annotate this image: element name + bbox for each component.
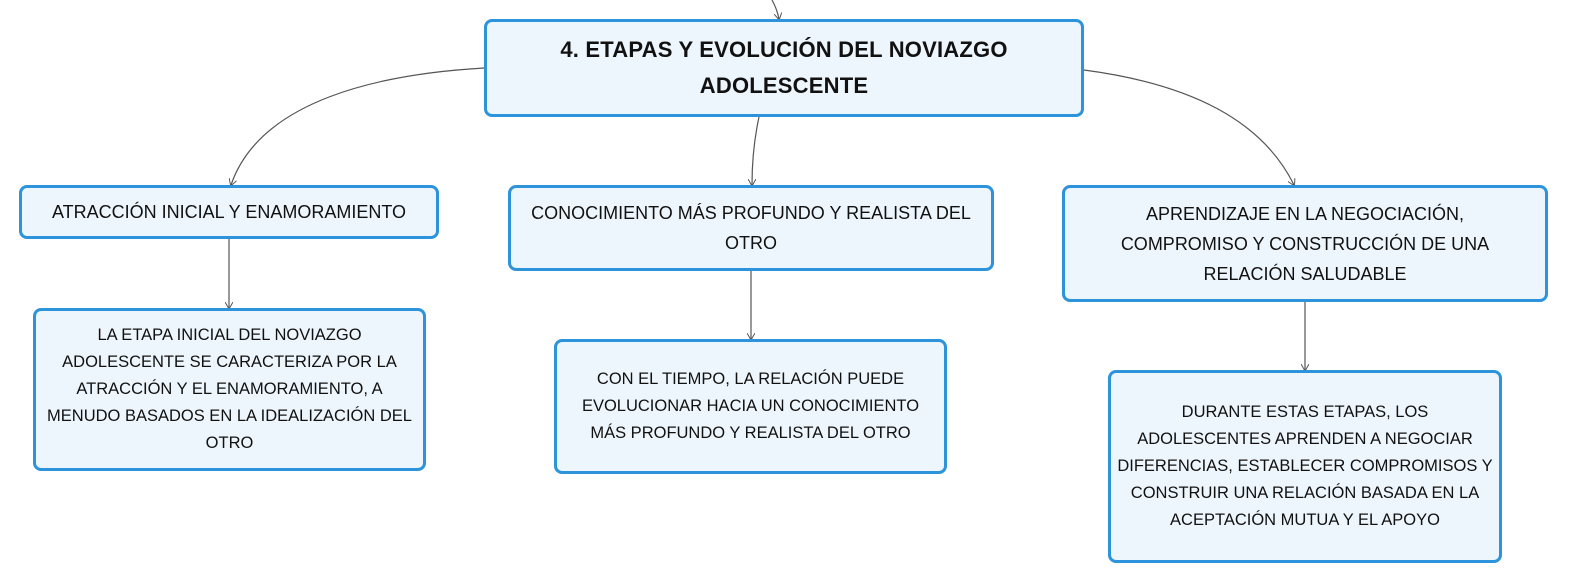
connector-root-to-branch-1	[231, 68, 484, 185]
topic-node-aprendizaje-negociacion[interactable]	[1062, 185, 1548, 302]
incoming-connector	[772, 0, 779, 19]
topic-label: ATRACCIÓN INICIAL Y ENAMORAMIENTO	[51, 202, 407, 222]
topic-node-atraccion-inicial[interactable]	[19, 185, 439, 239]
topic-node-conocimiento-profundo[interactable]	[508, 185, 994, 271]
detail-text: DURANTE ESTAS ETAPAS, LOS ADOLESCENTES APRENDEN A NEGOCIAR DIFERENCIAS, ESTABLECER COMPROMISOS Y CONSTRUIR UNA RELACIÓN BASADA EN LA ACEPTACIÓN MUTUA Y EL APOYO	[1117, 403, 1493, 529]
connector-root-to-branch-2	[752, 117, 759, 185]
detail-node-atraccion-inicial[interactable]	[33, 308, 426, 471]
root-topic-node[interactable]	[484, 19, 1084, 117]
topic-label: CONOCIMIENTO MÁS PROFUNDO Y REALISTA DEL OTRO	[531, 203, 971, 253]
detail-node-conocimiento-profundo[interactable]	[554, 339, 947, 474]
detail-text: CON EL TIEMPO, LA RELACIÓN PUEDE EVOLUCIONAR HACIA UN CONOCIMIENTO MÁS PROFUNDO Y REALISTA DEL OTRO	[581, 370, 920, 442]
detail-text: LA ETAPA INICIAL DEL NOVIAZGO ADOLESCENTE SE CARACTERIZA POR LA ATRACCIÓN Y EL ENAMORAMIENTO, A MENUDO BASADOS EN LA IDEALIZACIÓN DEL OTRO	[47, 326, 412, 452]
root-topic-label: 4. ETAPAS Y EVOLUCIÓN DEL NOVIAZGO ADOLESCENTE	[560, 37, 1008, 98]
topic-label: APRENDIZAJE EN LA NEGOCIACIÓN, COMPROMISO Y CONSTRUCCIÓN DE UNA RELACIÓN SALUDABLE	[1120, 203, 1490, 284]
detail-node-aprendizaje-negociacion[interactable]	[1108, 370, 1502, 563]
connector-root-to-branch-3	[1084, 70, 1294, 185]
